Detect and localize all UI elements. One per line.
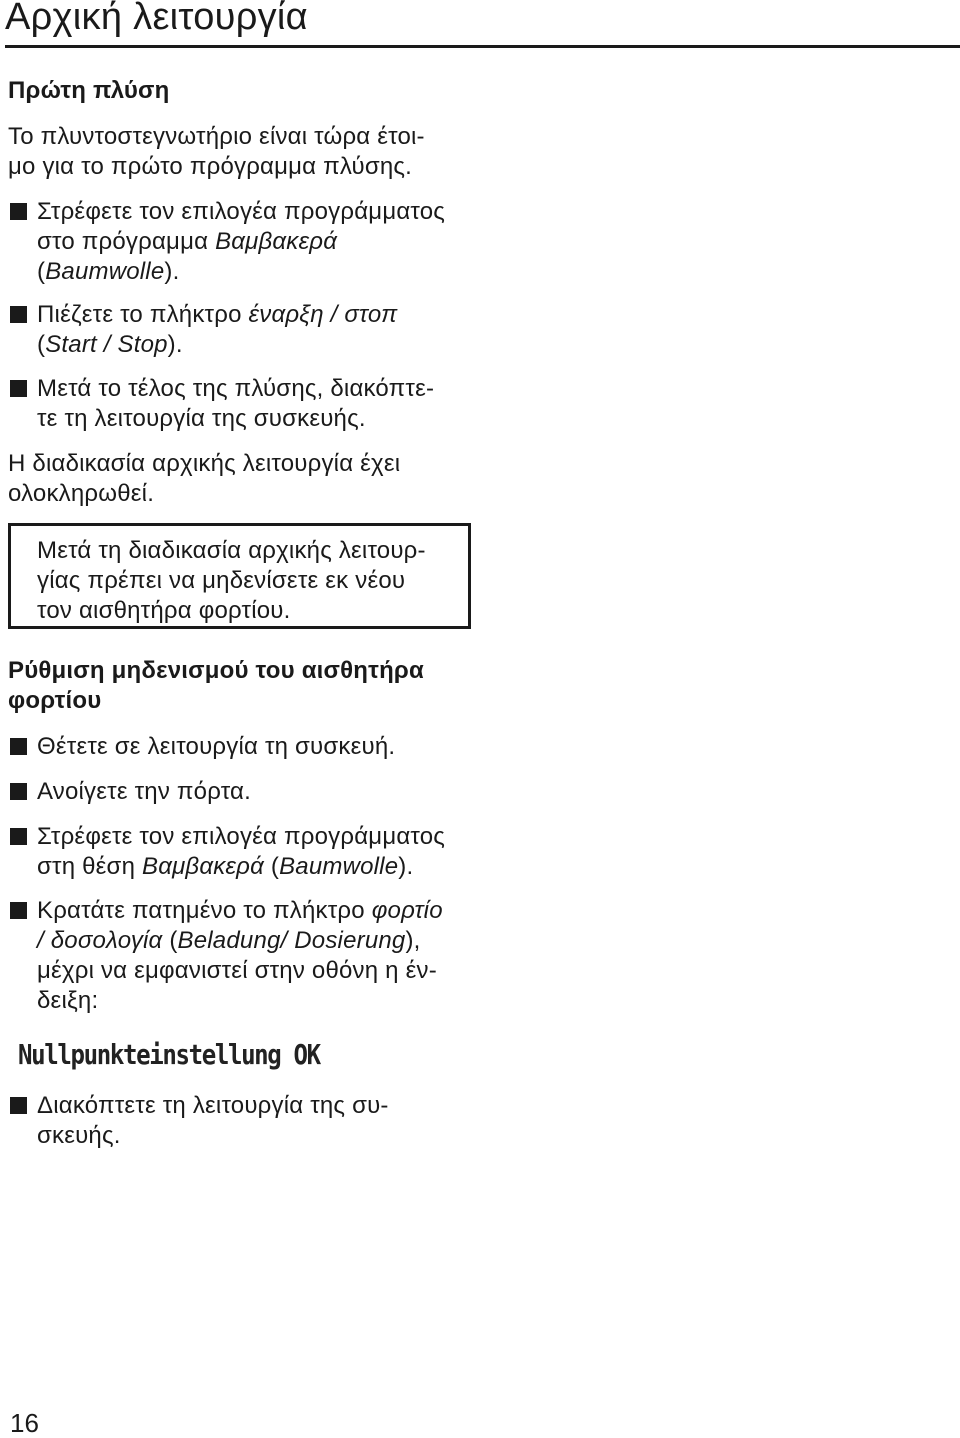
step-text: Διακόπτετε τη λειτουργία της συ- [37,1092,389,1119]
step-text: Στρέφετε τον επιλογέα προγράμματος [37,198,446,225]
note-line: Μετά τη διαδικασία αρχικής λειτουρ- [37,537,426,564]
note-line: τον αισθητήρα φορτίου. [37,597,291,624]
step-text: Μετά το τέλος της πλύσης, διακόπτε- [37,375,435,402]
display-readout: Nullpunkteinstellung OK [18,1038,320,1071]
header-rule [5,45,960,48]
step-text: Θέτετε σε λειτουργία τη συσκευή. [37,733,396,760]
step-marker-icon [10,783,27,800]
step-text: / δοσολογία (Beladung/ Dosierung), [37,927,421,954]
step-text: Στρέφετε τον επιλογέα προγράμματος [37,823,446,850]
step-text: Κρατάτε πατημένο το πλήκτρο φορτίο [37,897,443,924]
step-text: Ανοίγετε την πόρτα. [37,778,251,805]
step-text: Πιέζετε το πλήκτρο έναρξη / στοπ [37,301,398,328]
step-text: δειξη: [37,987,99,1014]
step-text: στο πρόγραμμα Βαμβακερά [37,228,338,255]
step-marker-icon [10,1097,27,1114]
intro-line-2: μο για το πρώτο πρόγραμμα πλύσης. [8,153,413,180]
section-heading-zero-setting-cont: φορτίου [8,687,102,714]
intro-line-1: Το πλυντοστεγνωτήριο είναι τώρα έτοι- [8,123,425,150]
step-marker-icon [10,380,27,397]
step-text: (Start / Stop). [37,331,183,358]
step-marker-icon [10,828,27,845]
step-text: τε τη λειτουργία της συσκευής. [37,405,366,432]
conclusion-line-1: Η διαδικασία αρχικής λειτουργία έχει [8,450,401,477]
step-text: (Baumwolle). [37,258,180,285]
note-line: γίας πρέπει να μηδενίσετε εκ νέου [37,567,406,594]
conclusion-line-2: ολοκληρωθεί. [8,480,155,507]
page-title: Αρχική λειτουργία [5,0,308,38]
step-marker-icon [10,738,27,755]
section-heading-zero-setting: Ρύθμιση μηδενισμού του αισθητήρα [8,657,424,684]
section-heading-first-wash: Πρώτη πλύση [8,77,170,104]
step-marker-icon [10,203,27,220]
step-marker-icon [10,306,27,323]
step-text: σκευής. [37,1122,121,1149]
note-box [8,523,471,629]
step-marker-icon [10,902,27,919]
step-text: μέχρι να εμφανιστεί στην οθόνη η έν- [37,957,437,984]
step-text: στη θέση Βαμβακερά (Baumwolle). [37,853,414,880]
page-number: 16 [10,1408,39,1438]
